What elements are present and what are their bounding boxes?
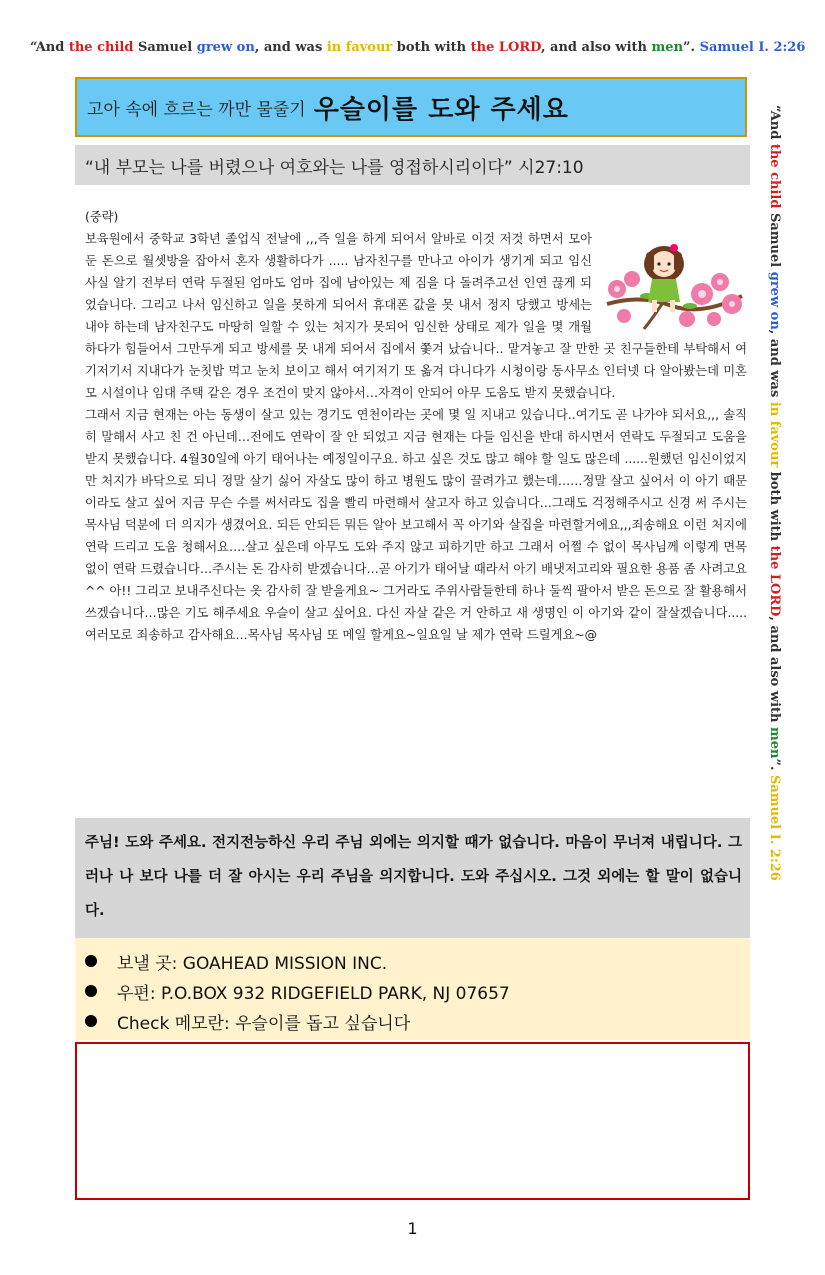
title-banner bbox=[75, 77, 747, 137]
bullet-icon bbox=[85, 1015, 97, 1027]
scripture-quote: “내 부모는 나를 버렸으나 여호와는 나를 영접하시리이다” 시27:10 bbox=[75, 145, 750, 185]
mail-address-text: 우편: P.O.BOX 932 RIDGEFIELD PARK, NJ 07657 bbox=[117, 983, 510, 1004]
donation-info bbox=[75, 938, 750, 1040]
story-body bbox=[85, 206, 747, 646]
header-verse: “And the child Samuel grew on, and was in favour both with the LORD, and also with men”. Samuel I. 2:26 bbox=[30, 40, 806, 55]
girl-on-flower-branch-icon bbox=[602, 234, 747, 334]
send-to-text: 보낼 곳: GOAHEAD MISSION INC. bbox=[117, 953, 388, 974]
story-paragraph-1: 보육원에서 중학교 3학년 졸업식 전날에 ,,,즉 일을 하게 되어서 알바로 이것 저것 하면서 모아둔 돈으로 월셋방을 잡아서 혼자 생활하다가 ..... 남자친구를 만나고 아이가 생기게 되고 임신 사실 알기 전부터 연락 두절된 엄마도 엄마 집에 남아있는 제 짐을 다 돌려주고선 인연 끊게 되었습니다. 그리고 나서 임신하고 일을 못하게 되어서 휴대폰 값을 못 내서 정지 당했고 방세는 내야 하는데 남자친구도 마땅히 일할 수 있는 처지가 못되어 임신한 상태로 제가 일을 몇 개월 하다가 힘들어서 그만두게 되고 방세를 못 내게 되어서 집에서 쫓겨 났습니다.. 맡겨놓고 잘 만한 곳 친구들한테 부탁해서 여기저기서 지내다가 눈칫밥 먹고 눈치 보이고 해서 여기저기 또 옮겨 다니다가 시청이랑 동사무소 인터넷 다 알아봤는데 미혼모 시설이나 임대 주택 같은 경우 조건이 맞지 않아서…자격이 안되어 아무 도움도 받지 못했습니다. bbox=[85, 232, 747, 400]
prayer-box: 주님! 도와 주세요. 전지전능하신 우리 주님 외에는 의지할 때가 없습니다. 마음이 무너져 내립니다. 그러나 나 보다 나를 더 잘 아시는 우리 주님을 의지합니다. 도와 주십시오. 그것 외에는 할 말이 없습니다. bbox=[75, 818, 750, 938]
side-verse: “And the child Samuel grew on, and was in favour both with the LORD, and also with men”. Samuel I. 2:26 bbox=[767, 105, 782, 881]
title-subtitle: 고아 속에 흐르는 까만 물줄기 bbox=[87, 99, 306, 120]
list-item bbox=[83, 946, 750, 976]
story-paragraph-2: 그래서 지금 현재는 아는 동생이 살고 있는 경기도 연천이라는 곳에 몇 일 지내고 있습니다..여기도 곧 나가야 되서요,,, 솔직히 말해서 사고 친 건 아닌데…전에도 연락이 잘 안 되었고 지금 현재는 다들 임신을 반대 하시면서 연락도 두절되고 도움을 받지 못했습니다. 4월30일에 아기 태어나는 예정일이구요. 하고 싶은 것도 많고 해야 할 일도 많은데 ......원했던 임신이었지만 처지가 바닥으로 되니 정말 살기 싫어 자살도 많이 하고 병원도 많이 끌려가고 했는데……정말 살고 싶어서 이 아기 때문이라도 살고 싶어 지금 무슨 수를 써서라도 집을 빨리 마련해서 살고자 하고 있습니다…그래도 걱정해주시고 신경 써 주시는 목사님 덕분에 더 의지가 생겼어요. 되든 안되든 뭐든 알아 보고해서 꼭 아기와 살집을 마련할거에요,,,죄송해요 이런 처지에 연락 드리고 도움 청해서요….살고 싶은데 아무도 도와 주지 않고 피하기만 하고 그래서 어쩔 수 없이 목사님께 이렇게 면목없이 연락 드렸습니다…주시는 돈 감사히 받겠습니다…곧 아기가 태어날 때라서 아기 배냇저고리와 필요한 용품 좀 사려고요^^ 아!! 그리고 보내주신다는 옷 감사히 잘 받을게요~ 그거라도 주위사람들한테 하나 둘씩 팔아서 받은 돈으로 잘 활용해서 쓰겠습니다…많은 기도 해주세요 우슬이 살고 싶어요. 다신 자살 같은 거 안하고 새 생명인 이 아기와 같이 잘살겠습니다.....여러모로 죄송하고 감사해요…목사님 목사님 또 메일 할게요~일요일 날 제가 연락 드릴게요~@ bbox=[85, 408, 747, 642]
page-number: 1 bbox=[407, 1219, 418, 1238]
list-item bbox=[83, 1006, 750, 1036]
story-intro: (중략) bbox=[85, 210, 119, 224]
bullet-icon bbox=[85, 985, 97, 997]
bullet-icon bbox=[85, 955, 97, 967]
list-item bbox=[83, 976, 750, 1006]
page-title: 우슬이를 도와 주세요 bbox=[313, 94, 569, 125]
memo-box bbox=[75, 1042, 750, 1200]
check-memo-text: Check 메모란: 우슬이를 돕고 싶습니다 bbox=[117, 1013, 411, 1034]
